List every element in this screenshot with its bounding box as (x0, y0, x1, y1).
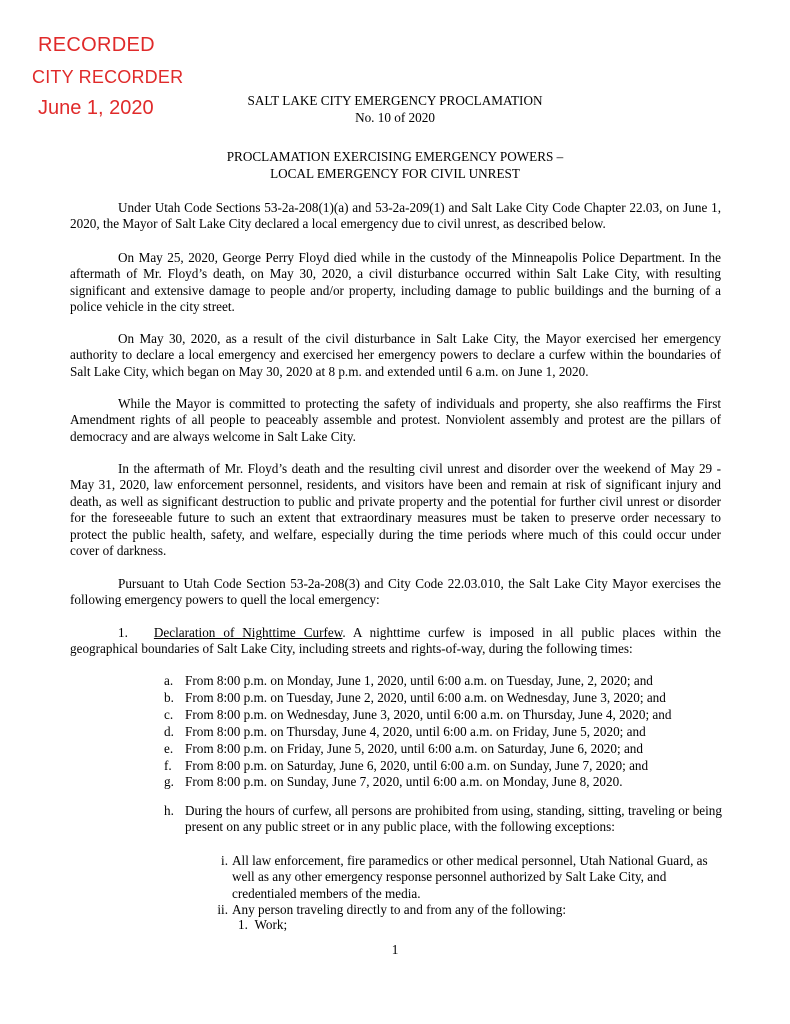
curfew-time-item (164, 690, 724, 707)
paragraph-prior-curfew: On May 30, 2020, as a result of the civil disturbance in Salt Lake City, the Mayor exercised her emergency authority to declare a local emergency and exercised her emergency powers to declare a curfew within the boundaries of Salt Lake City, which began on May 30, 2020 at 8 p.m. and extended until 6 a.m. on June 1, 2020. (70, 331, 721, 379)
exception-text: All law enforcement, fire paramedics or other medical personnel, Utah National Guard, as well as any other emergency response personnel authorized by Salt Lake City, and credentialed members of the media. (232, 853, 708, 901)
proclamation-subtitle-2: LOCAL EMERGENCY FOR CIVIL UNREST (270, 166, 520, 181)
list-marker: 1. (238, 917, 248, 932)
curfew-time-item (164, 741, 724, 758)
paragraph-risk: In the aftermath of Mr. Floyd’s death and the resulting civil unrest and disorder over the weekend of May 29 - May 31, 2020, law enforcement personnel, residents, and visitors have been and remain at risk of significant injury and death, as well as significant destruction to public and private property and the potential for further civil unrest or disorder for the foreseeable future to such an extent that extraordinary measures must be taken to preserve order necessary to protect the public health, safety, and welfare, especially during the time periods where much of this could occur under cover of darkness. (70, 461, 721, 559)
proclamation-number: No. 10 of 2020 (355, 110, 435, 125)
curfew-time-text: From 8:00 p.m. on Wednesday, June 3, 2020, until 6:00 a.m. on Thursday, June 4, 2020; and (185, 706, 672, 722)
proclamation-title: SALT LAKE CITY EMERGENCY PROCLAMATION (247, 93, 543, 108)
exceptions-list (204, 853, 724, 919)
exception-text: Any person traveling directly to and from any of the following: (232, 902, 567, 918)
destination-text: Work; (254, 917, 288, 932)
curfew-time-item (164, 758, 724, 775)
paragraph-powers: Pursuant to Utah Code Section 53-2a-208(3) and City Code 22.03.010, the Salt Lake City Mayor exercises the following emergency powers to quell the local emergency: (70, 576, 721, 608)
paragraph-first-amendment: While the Mayor is committed to protecting the safety of individuals and property, she also reaffirms the First Amendment rights of all people to peaceably assemble and protest. Nonviolent assembly and protest are the pillars of democracy and are always welcome in Salt Lake City. (70, 396, 721, 444)
list-marker: i. (221, 853, 228, 868)
destination-item (238, 917, 287, 933)
paragraph-background: On May 25, 2020, George Perry Floyd died while in the custody of the Minneapolis Police Department. In the aftermath of Mr. Floyd’s death, on May 30, 2020, a civil disturbance occurred within Salt Lake City, with resulting significant and extensive damage to people and/or property, including damage to public buildings and the burning of a police vehicle in the city street. (70, 250, 721, 315)
curfew-time-text: From 8:00 p.m. on Monday, June 1, 2020, until 6:00 a.m. on Tuesday, June, 2, 2020; and (185, 673, 653, 688)
stamp-date: June 1, 2020 (38, 97, 154, 119)
list-marker: h. (164, 803, 174, 818)
paragraph-curfew-declaration (70, 625, 721, 658)
section-number: 1. (118, 625, 128, 640)
curfew-time-text: From 8:00 p.m. on Friday, June 5, 2020, until 6:00 a.m. on Saturday, June 6, 2020; and (185, 740, 643, 756)
list-marker: d. (164, 723, 174, 739)
stamp-recorded: RECORDED (38, 34, 155, 56)
list-marker: g. (164, 774, 174, 790)
curfew-time-text: From 8:00 p.m. on Saturday, June 6, 2020, until 6:00 a.m. on Sunday, June 7, 2020; and (185, 757, 649, 773)
section-text: . A nighttime curfew is imposed in all public places within the geographical boundaries of Salt Lake City, including streets and rights-of-way, during the following times: (70, 625, 721, 657)
list-marker: c. (164, 706, 174, 722)
curfew-time-text: From 8:00 p.m. on Thursday, June 4, 2020, until 6:00 a.m. on Friday, June 5, 2020; and (185, 723, 646, 739)
list-marker: ii. (217, 902, 228, 918)
curfew-time-item (164, 724, 724, 741)
paragraph-authority: Under Utah Code Sections 53-2a-208(1)(a) and 53-2a-209(1) and Salt Lake City Code Chapter 22.03, on June 1, 2020, the Mayor of Salt Lake City declared a local emergency due to civil unrest, as described below. (70, 200, 721, 232)
page-number: 1 (391, 942, 399, 957)
curfew-time-text: From 8:00 p.m. on Sunday, June 7, 2020, until 6:00 a.m. on Monday, June 8, 2020. (185, 774, 623, 790)
curfew-time-item (164, 707, 724, 724)
list-marker: b. (164, 689, 174, 705)
proclamation-subtitle-1: PROCLAMATION EXERCISING EMERGENCY POWERS – (226, 149, 564, 164)
curfew-time-item (164, 774, 724, 791)
list-marker: e. (164, 740, 174, 756)
curfew-time-item (164, 673, 724, 690)
stamp-city-recorder: CITY RECORDER (32, 67, 184, 87)
list-marker: f. (164, 757, 172, 773)
exception-item (204, 853, 724, 902)
curfew-times-list (164, 673, 724, 791)
curfew-prohibition (164, 803, 722, 836)
section-heading: Declaration of Nighttime Curfew (153, 625, 343, 640)
curfew-prohibition-text: During the hours of curfew, all persons are prohibited from using, standing, sitting, traveling or being present on any public street or in any public place, with the following exceptions: (185, 803, 722, 835)
curfew-time-text: From 8:00 p.m. on Tuesday, June 2, 2020, until 6:00 a.m. on Wednesday, June 3, 2020; and (185, 689, 666, 705)
list-marker: a. (164, 673, 174, 688)
